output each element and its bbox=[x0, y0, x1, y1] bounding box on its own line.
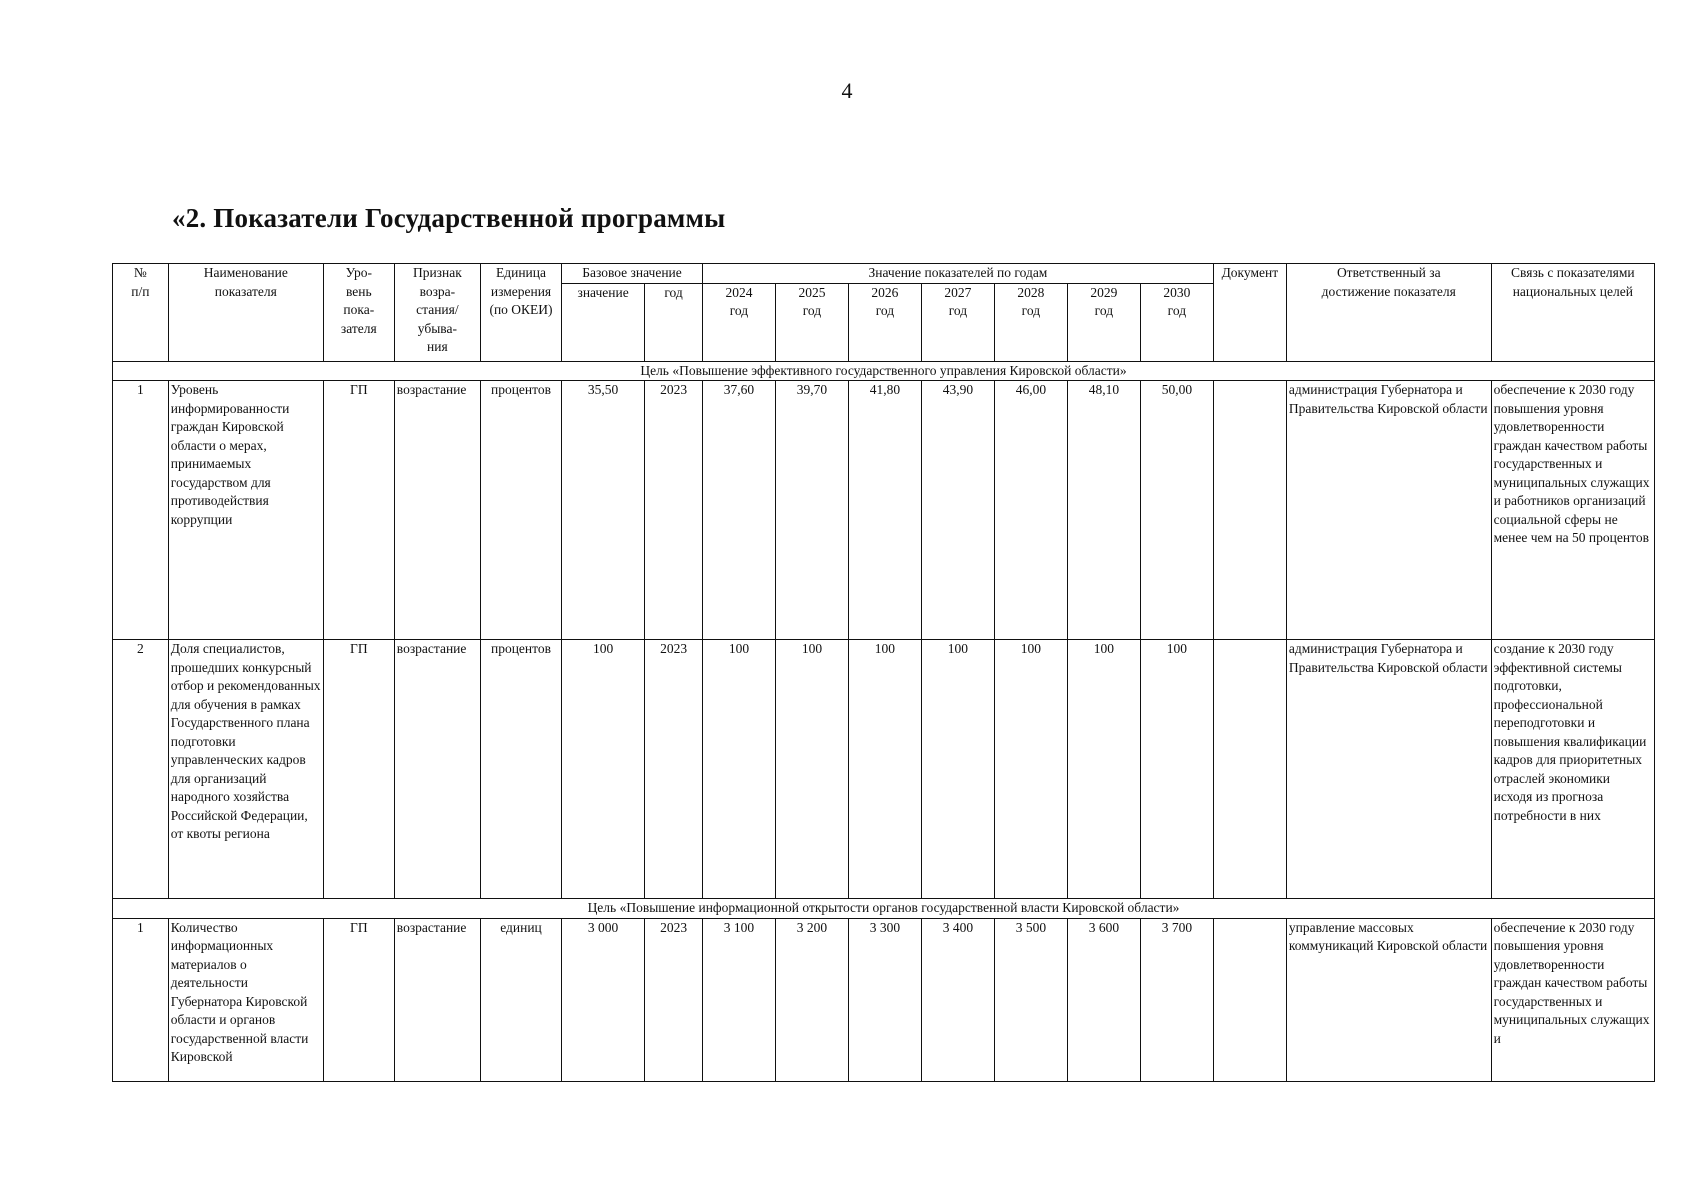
cell-value-2027: 3 400 bbox=[921, 918, 994, 1081]
cell-value-2025: 100 bbox=[775, 640, 848, 899]
cell-sign: возрастание bbox=[394, 640, 480, 899]
header-base: Базовое значение bbox=[562, 264, 703, 284]
cell-value-2028: 3 500 bbox=[994, 918, 1067, 1081]
cell-sign: возрастание bbox=[394, 381, 480, 640]
header-years-group: Значение показателей по годам bbox=[702, 264, 1213, 284]
cell-name: Уровень информированности граждан Кировской области о мерах, принимаемых государством для противодействия коррупции bbox=[168, 381, 323, 640]
cell-value-2025: 3 200 bbox=[775, 918, 848, 1081]
cell-value-2026: 100 bbox=[848, 640, 921, 899]
cell-level: ГП bbox=[323, 640, 394, 899]
cell-num: 1 bbox=[113, 381, 169, 640]
cell-unit: процентов bbox=[480, 640, 561, 899]
goal-title: Цель «Повышение информационной открытости органов государственной власти Кировской области» bbox=[113, 899, 1655, 919]
header-link: Связь с показателями национальных целей bbox=[1491, 264, 1654, 362]
cell-base-value: 3 000 bbox=[562, 918, 645, 1081]
cell-document bbox=[1213, 381, 1286, 640]
cell-value-2026: 41,80 bbox=[848, 381, 921, 640]
cell-value-2028: 100 bbox=[994, 640, 1067, 899]
header-year-2025: 2025 год bbox=[775, 283, 848, 361]
cell-value-2029: 3 600 bbox=[1067, 918, 1140, 1081]
cell-value-2024: 100 bbox=[702, 640, 775, 899]
cell-level: ГП bbox=[323, 381, 394, 640]
cell-value-2024: 3 100 bbox=[702, 918, 775, 1081]
cell-responsible: администрация Губернатора и Правительства Кировской области bbox=[1286, 381, 1491, 640]
indicators-table bbox=[112, 263, 1655, 1082]
goal-title: Цель «Повышение эффективного государственного управления Кировской области» bbox=[113, 361, 1655, 381]
header-name: Наименование показателя bbox=[168, 264, 323, 362]
cell-base-year: 2023 bbox=[645, 640, 703, 899]
cell-responsible: администрация Губернатора и Правительства Кировской области bbox=[1286, 640, 1491, 899]
cell-value-2027: 100 bbox=[921, 640, 994, 899]
cell-link: создание к 2030 году эффективной системы подготовки, профессиональной переподготовки и повышения квалификации кадров для приоритетных отраслей экономики исходя из прогноза потребности в них bbox=[1491, 640, 1654, 899]
cell-level: ГП bbox=[323, 918, 394, 1081]
goal-row bbox=[113, 361, 1655, 381]
cell-value-2026: 3 300 bbox=[848, 918, 921, 1081]
table-row bbox=[113, 640, 1655, 899]
cell-base-year: 2023 bbox=[645, 918, 703, 1081]
cell-num: 2 bbox=[113, 640, 169, 899]
table-header-row bbox=[113, 264, 1655, 284]
page-title: «2. Показатели Государственной программы bbox=[172, 203, 726, 233]
cell-document bbox=[1213, 640, 1286, 899]
cell-responsible: управление массовых коммуникаций Кировской области bbox=[1286, 918, 1491, 1081]
header-year-2030: 2030 год bbox=[1140, 283, 1213, 361]
header-base-value: значение bbox=[562, 283, 645, 361]
header-level: Уро- вень пока- зателя bbox=[323, 264, 394, 362]
header-year-2027: 2027 год bbox=[921, 283, 994, 361]
cell-value-2024: 37,60 bbox=[702, 381, 775, 640]
cell-name: Количество информационных материалов о деятельности Губернатора Кировской области и органов государственной власти Кировской bbox=[168, 918, 323, 1081]
header-base-year: год bbox=[645, 283, 703, 361]
cell-value-2029: 48,10 bbox=[1067, 381, 1140, 640]
goal-row bbox=[113, 899, 1655, 919]
cell-value-2025: 39,70 bbox=[775, 381, 848, 640]
cell-value-2028: 46,00 bbox=[994, 381, 1067, 640]
header-num: № п/п bbox=[113, 264, 169, 362]
cell-document bbox=[1213, 918, 1286, 1081]
table-row bbox=[113, 381, 1655, 640]
cell-value-2029: 100 bbox=[1067, 640, 1140, 899]
header-year-2028: 2028 год bbox=[994, 283, 1067, 361]
cell-value-2030: 50,00 bbox=[1140, 381, 1213, 640]
cell-name: Доля специалистов, прошедших конкурсный отбор и рекомендованных для обучения в рамках Государственного плана подготовки управленческих кадров для организаций народного хозяйства Российской Федерации, от квоты региона bbox=[168, 640, 323, 899]
cell-value-2030: 3 700 bbox=[1140, 918, 1213, 1081]
cell-value-2027: 43,90 bbox=[921, 381, 994, 640]
header-year-2024: 2024 год bbox=[702, 283, 775, 361]
header-sign: Признак возра- стания/ убыва- ния bbox=[394, 264, 480, 362]
cell-link: обеспечение к 2030 году повышения уровня удовлетворенности граждан качеством работы государственных и муниципальных служащих и работников организаций социальной сферы не менее чем на 50 процентов bbox=[1491, 381, 1654, 640]
header-year-2026: 2026 год bbox=[848, 283, 921, 361]
cell-link: обеспечение к 2030 году повышения уровня удовлетворенности граждан качеством работы государственных и муниципальных служащих и bbox=[1491, 918, 1654, 1081]
cell-base-year: 2023 bbox=[645, 381, 703, 640]
cell-sign: возрастание bbox=[394, 918, 480, 1081]
cell-num: 1 bbox=[113, 918, 169, 1081]
header-year-2029: 2029 год bbox=[1067, 283, 1140, 361]
cell-unit: процентов bbox=[480, 381, 561, 640]
header-document: Документ bbox=[1213, 264, 1286, 362]
page-number: 4 bbox=[841, 78, 853, 103]
header-responsible: Ответственный за достижение показателя bbox=[1286, 264, 1491, 362]
header-unit: Единица измерения (по ОКЕИ) bbox=[480, 264, 561, 362]
cell-base-value: 100 bbox=[562, 640, 645, 899]
cell-base-value: 35,50 bbox=[562, 381, 645, 640]
cell-unit: единиц bbox=[480, 918, 561, 1081]
cell-value-2030: 100 bbox=[1140, 640, 1213, 899]
table-row bbox=[113, 918, 1655, 1081]
